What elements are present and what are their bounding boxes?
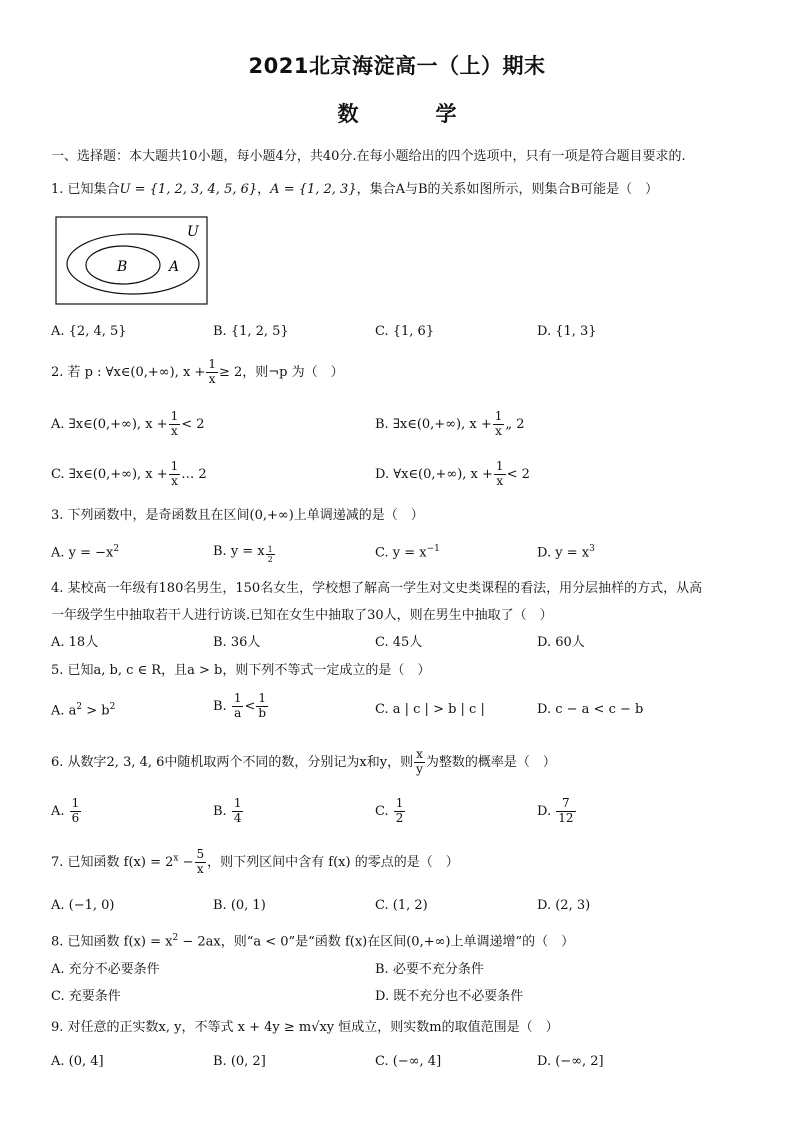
q6-b-num: 1 xyxy=(233,796,242,810)
q4-stem-line2: 一年级学生中抽取若干人进行访谈.已知在女生中抽取了30人，则在男生中抽取了（ ） xyxy=(51,608,553,623)
q1-option-a[interactable]: A. {2, 4, 5} xyxy=(51,324,127,339)
q8-stem-post: − 2ax，则“a < 0”是“函数 f(x)在区间(0,+∞)上单调递增”的（ ） xyxy=(178,934,575,950)
q2-d-post: < 2 xyxy=(506,466,530,482)
q6-b-label: B. xyxy=(213,803,227,819)
q5-b-num2: 1 xyxy=(256,692,268,707)
q8-exp: 2 xyxy=(172,933,179,943)
q7-option-d[interactable]: D. (2, 3) xyxy=(537,898,591,913)
q2-b-fraction xyxy=(493,410,505,439)
q3-a-exp: 2 xyxy=(113,544,120,554)
q6-stem-post: 为整数的概率是（ ） xyxy=(425,754,556,770)
q8-option-b[interactable]: B. 必要不充分条件 xyxy=(375,962,484,977)
q2-stem-post: ≥ 2，则¬p 为（ ） xyxy=(218,364,344,380)
q5-option-b[interactable] xyxy=(213,692,269,721)
q7-option-c[interactable]: C. (1, 2) xyxy=(375,898,428,913)
q9-option-a[interactable]: A. (0, 4] xyxy=(51,1054,104,1069)
q1-set-u: U = {1, 2, 3, 4, 5, 6} xyxy=(119,182,258,197)
venn-universe-box xyxy=(56,217,207,304)
venn-label-a: A xyxy=(169,259,180,275)
q5-option-a[interactable] xyxy=(51,703,115,719)
q4-option-b[interactable]: B. 36人 xyxy=(213,635,261,650)
q7-stem-post: ，则下列区间中含有 f(x) 的零点的是（ ） xyxy=(207,854,459,870)
q3-d-exp: 3 xyxy=(589,544,595,554)
q6-option-b[interactable] xyxy=(213,797,244,826)
q6-fraction xyxy=(414,748,425,777)
q2-c-pre: C. ∃x∈(0,+∞), x + xyxy=(51,466,168,482)
q2-stem-pre: 2. 若 p : ∀x∈(0,+∞), x + xyxy=(51,364,206,380)
q4-option-c[interactable]: C. 45人 xyxy=(375,635,423,650)
q2-a-post: < 2 xyxy=(181,416,205,432)
q8-stem-pre: 8. 已知函数 f(x) = x xyxy=(51,934,173,950)
q2-c-den: x xyxy=(171,473,178,488)
q8-option-c[interactable]: C. 充要条件 xyxy=(51,989,121,1004)
section-intro: 一、选择题：本大题共10小题，每小题4分，共40分.在每小题给出的四个选项中，只有一项是符合题目要求的. xyxy=(51,149,686,164)
q5-b-label: B. xyxy=(213,698,227,714)
q9-option-b[interactable]: B. (0, 2] xyxy=(213,1054,266,1069)
q3-option-a[interactable] xyxy=(51,545,119,561)
q5-b-den1: a xyxy=(234,705,242,720)
venn-set-a-ellipse xyxy=(67,234,199,294)
q2-c-num: 1 xyxy=(170,459,179,473)
q2-b-post: „ 2 xyxy=(505,416,525,432)
q3-b-exp xyxy=(266,545,275,564)
q2-stem xyxy=(51,358,344,387)
q9-option-c[interactable]: C. (−∞, 4] xyxy=(375,1054,442,1069)
q3-b-exp-den: 2 xyxy=(267,555,273,565)
q3-b-exp-num: 1 xyxy=(267,545,273,554)
q5-a-exp2: 2 xyxy=(109,702,116,712)
q6-option-c[interactable] xyxy=(375,797,406,826)
q6-a-den: 6 xyxy=(71,810,80,825)
q2-c-post: … 2 xyxy=(181,466,207,482)
q5-b-num1: 1 xyxy=(233,691,242,705)
q2-a-fraction xyxy=(169,410,181,439)
q2-a-num: 1 xyxy=(170,409,179,423)
q2-fraction xyxy=(206,358,218,387)
q3-b-text: B. y = x xyxy=(213,544,265,559)
q6-c-den: 2 xyxy=(395,810,404,825)
q5-b-frac1 xyxy=(232,692,244,721)
q7-frac-den: x xyxy=(196,861,204,876)
q7-option-a[interactable]: A. (−1, 0) xyxy=(51,898,115,913)
q3-d-text: D. y = x xyxy=(537,545,590,561)
q6-a-num: 1 xyxy=(71,796,80,810)
q2-d-den: x xyxy=(496,473,504,488)
q6-d-label: D. xyxy=(537,803,552,819)
q8-stem xyxy=(51,934,574,950)
page-title: 2021北京海淀高一（上）期末 xyxy=(248,54,546,78)
q8-option-d[interactable]: D. 既不充分也不必要条件 xyxy=(375,989,524,1004)
q2-b-num: 1 xyxy=(494,409,503,423)
q4-option-a[interactable]: A. 18人 xyxy=(51,635,99,650)
q6-stem xyxy=(51,748,556,777)
q2-frac-num: 1 xyxy=(208,357,216,371)
q4-stem-line1: 4. 某校高一年级有180名男生，150名女生，学校想了解高一学生对文史类课程的看法，用分层抽样的方式，从高 xyxy=(51,581,703,596)
q6-c-num: 1 xyxy=(395,796,404,810)
q1-set-a: A = {1, 2, 3} xyxy=(270,182,357,197)
q6-c-label: C. xyxy=(375,803,389,819)
q2-d-pre: D. ∀x∈(0,+∞), x + xyxy=(375,466,493,482)
q7-frac-num: 5 xyxy=(196,847,205,861)
q3-c-exp: −1 xyxy=(426,544,440,554)
q6-frac-den: y xyxy=(416,761,423,776)
q2-option-a[interactable] xyxy=(51,410,205,439)
q6-c-frac xyxy=(394,797,406,826)
q3-a-text: A. y = −x xyxy=(51,545,114,561)
q9-stem: 9. 对任意的正实数x, y，不等式 x + 4y ≥ m√xy 恒成立，则实数m的取值范围是（ ） xyxy=(51,1020,559,1035)
q1-option-c[interactable]: C. {1, 6} xyxy=(375,324,435,339)
subject-title: 数 学 xyxy=(337,102,485,126)
q5-option-d[interactable]: D. c − a < c − b xyxy=(537,702,644,717)
q6-frac-num: x xyxy=(416,747,423,761)
q2-option-d[interactable] xyxy=(375,460,530,489)
q6-d-num: 7 xyxy=(556,797,575,812)
q7-stem xyxy=(51,848,459,877)
q1-option-b[interactable]: B. {1, 2, 5} xyxy=(213,324,289,339)
q7-exp: x xyxy=(173,853,179,864)
q2-option-c[interactable] xyxy=(51,460,207,489)
q6-a-frac xyxy=(70,797,82,826)
q1-stem xyxy=(51,183,658,197)
q1-text-a: 1. 已知集合 xyxy=(51,182,120,197)
q2-b-den: x xyxy=(495,423,502,438)
q2-b-pre: B. ∃x∈(0,+∞), x + xyxy=(375,416,492,432)
q8-option-a[interactable]: A. 充分不必要条件 xyxy=(51,962,160,977)
q2-a-pre: A. ∃x∈(0,+∞), x + xyxy=(51,416,168,432)
q2-a-den: x xyxy=(170,423,178,438)
q6-option-a[interactable] xyxy=(51,797,82,826)
q2-d-num: 1 xyxy=(495,459,504,473)
venn-label-u: U xyxy=(187,224,199,240)
q3-c-text: C. y = x xyxy=(375,545,427,561)
q7-minus: − xyxy=(178,854,194,870)
q6-d-den: 12 xyxy=(558,810,574,825)
q5-b-op: < xyxy=(244,698,256,714)
q2-c-fraction xyxy=(169,460,181,489)
q2-frac-den: x xyxy=(208,371,216,386)
q3-option-c[interactable] xyxy=(375,545,440,561)
q1-mid: ， xyxy=(257,182,271,197)
q9-option-d[interactable]: D. (−∞, 2] xyxy=(537,1054,604,1069)
q6-a-label: A. xyxy=(51,803,65,819)
venn-diagram xyxy=(55,216,209,306)
q3-option-b[interactable] xyxy=(213,545,276,564)
q7-option-b[interactable]: B. (0, 1) xyxy=(213,898,266,913)
venn-label-b: B xyxy=(117,259,128,275)
q5-stem: 5. 已知a, b, c ∈ R，且a > b，则下列不等式一定成立的是（ ） xyxy=(51,663,431,678)
q1-option-d[interactable]: D. {1, 3} xyxy=(537,324,597,339)
q2-option-b[interactable] xyxy=(375,410,525,439)
q5-a-text: A. a xyxy=(51,703,77,719)
q5-a-mid: > b xyxy=(82,703,110,719)
q3-option-d[interactable] xyxy=(537,545,595,561)
q6-d-frac xyxy=(556,797,575,826)
q6-option-d[interactable] xyxy=(537,797,577,826)
q5-b-frac2 xyxy=(256,692,268,721)
q5-option-c[interactable]: C. a | c | > b | c | xyxy=(375,702,485,717)
q2-d-fraction xyxy=(494,460,506,489)
q6-b-den: 4 xyxy=(233,810,242,825)
q7-fraction xyxy=(195,848,207,877)
q5-b-den2: b xyxy=(258,705,267,720)
q4-option-d[interactable]: D. 60人 xyxy=(537,635,585,650)
q6-stem-pre: 6. 从数字2, 3, 4, 6中随机取两个不同的数，分别记为x和y，则 xyxy=(51,754,414,770)
q1-text-b: ，集合A与B的关系如图所示，则集合B可能是（ ） xyxy=(356,182,659,197)
q3-stem: 3. 下列函数中，是奇函数且在区间(0,+∞)上单调递减的是（ ） xyxy=(51,508,424,523)
q7-stem-pre: 7. 已知函数 f(x) = 2 xyxy=(51,854,174,870)
q5-a-exp1: 2 xyxy=(76,702,83,712)
q6-b-frac xyxy=(232,797,244,826)
